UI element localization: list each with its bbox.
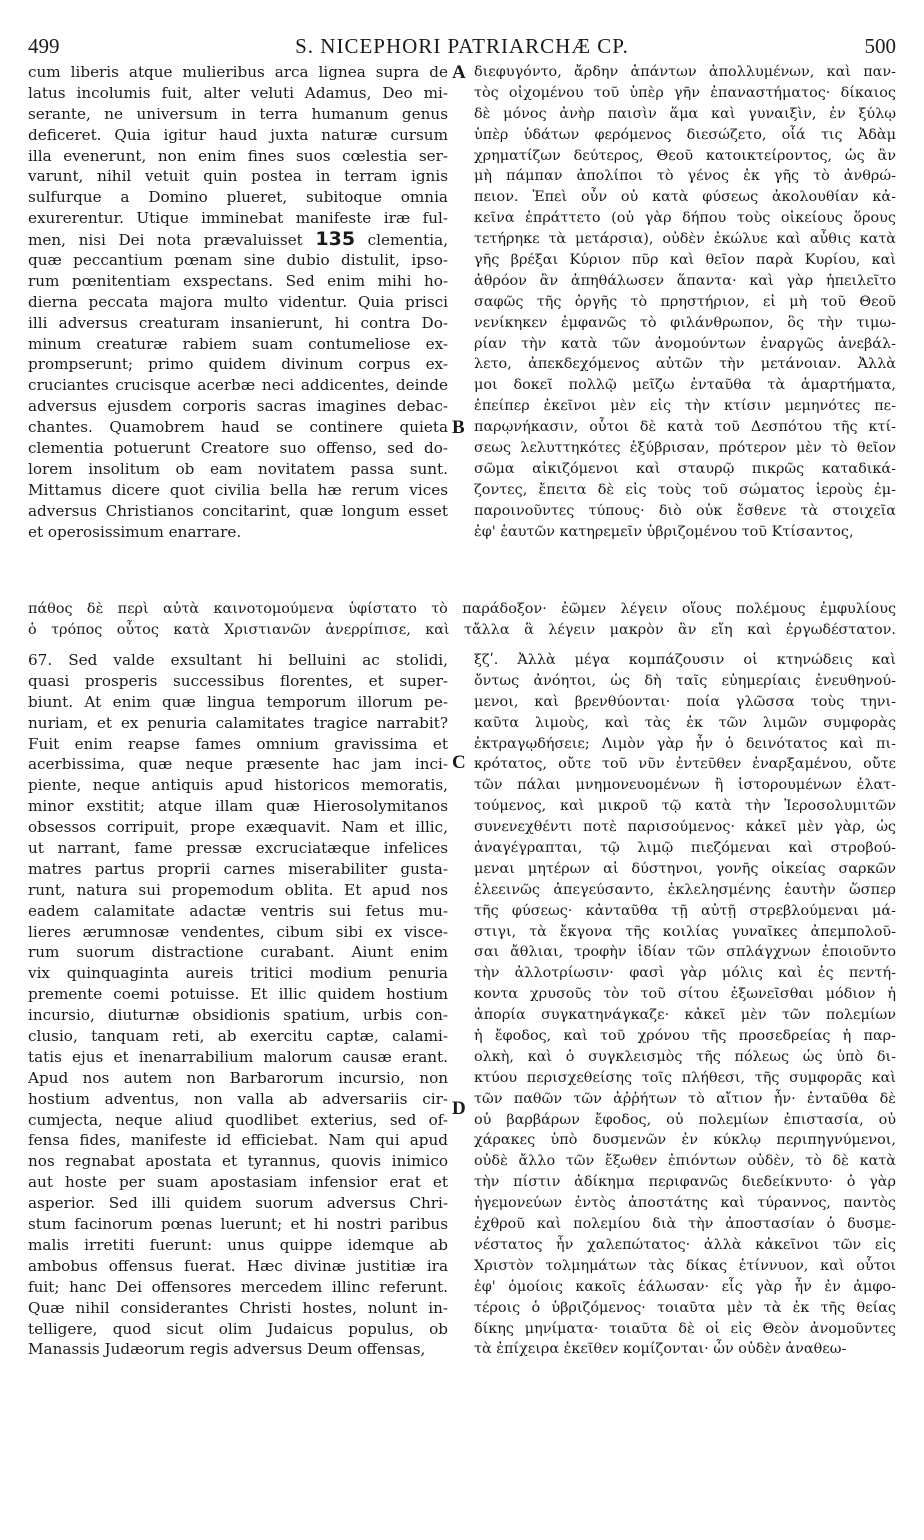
text-line: clusio, tanquam reti, ab exercitu captæ, calami- (28, 1027, 448, 1046)
text-line: τὰ ἐπίχειρα ἐκεῖθεν κομίζονται· ὧν οὐδὲν ἀναθεω- (474, 1341, 847, 1358)
text-line: πάθος δὲ περὶ αὐτὰ καινοτομούμενα ὑφίστατο τὸ παράδοξον· ἐῶμεν λέγειν οἵους πολέμους ἐμφυλίους (28, 601, 896, 617)
text-line: ἡγεμονεύων ἐντὸς ἀποστάτης καὶ τύραννος, παντὸς (474, 1195, 896, 1212)
page-number-right: 500 (864, 34, 896, 58)
text-line: piente, neque antiquis apud historicos memoratis, (28, 776, 448, 795)
greek-column-top (474, 62, 896, 542)
text-line: ἀπορία συγκατηνάγκαζε· κἀκεῖ μὲν τῶν πολεμίων (474, 1007, 896, 1024)
text-line: telligere, quod sicut olim Judaicus populus, ob (28, 1319, 448, 1338)
line-text: men, nisi Dei nota prævaluisset (28, 231, 303, 250)
text-line: ambobus offensus fuerat. Hæc divinæ justitiæ ira (28, 1256, 448, 1275)
text-line: σαφῶς τῆς ὀργῆς τὸ πρηστήριον, εἰ μὴ τοῦ Θεοῦ (474, 293, 896, 310)
text-line: τὴν ἀλλοτρίωσιν· φασὶ γὰρ μόλις καὶ ἐς πεντή- (474, 965, 896, 982)
text-line: γῆς βρέξαι Κύριον πῦρ καὶ θεῖον παρὰ Κυρίου, καὶ (474, 252, 896, 269)
text-line: prompserunt; primo quidem divinum corpus ex- (28, 355, 448, 374)
text-line: πειον. Ἐπεὶ οὖν οὐ κατὰ φύσεως ἀκολουθίαν κἀ- (474, 189, 896, 206)
greek-column-bottom (474, 650, 896, 1360)
text-line: Manassis Judæorum regis adversus Deum offensas, (28, 1340, 426, 1359)
text-line: σῶμα αἰκιζόμενοι καὶ σταυρῷ πικρῶς καταδικά- (474, 460, 896, 477)
text-line: lieres ærumnosæ vendentes, cibum sibi ex visce- (28, 922, 448, 941)
text-line: δίκης μηνίματα· τοιαῦτα δὲ οἱ εἰς Θεὸν ἀνομοῦντες (474, 1320, 896, 1337)
text-line: obsessos corripuit, prope exæquavit. Nam et illic, (28, 818, 448, 837)
text-line: ξζʹ. Ἀλλὰ μέγα κομπάζουσιν οἱ κτηνώδεις καὶ (474, 652, 896, 668)
text-line: καῦτα λιμοὺς, καὶ τὰς ἐκ τῶν λιμῶν συμφορὰς (474, 714, 896, 731)
running-header (28, 34, 896, 60)
text-line: τούμενος, καὶ μικροῦ τῷ κατὰ τὴν Ἱεροσολυμιτῶν (474, 798, 896, 815)
text-line: Fuit enim reapse fames omnium gravissima et (28, 734, 448, 753)
text-line: nuriam, et ex penuria calamitates tragice narrabit? (28, 713, 448, 732)
text-line: στιγι, τὰ ἔκγονα τῆς κοιλίας γυναῖκες ἀπεμπολοῦ- (474, 923, 896, 940)
text-line: ὑπὲρ ὑδάτων φερόμενος διεσώζετο, οἷά τις Ἀδὰμ (474, 126, 896, 143)
line-text-tail: clementia, (367, 231, 448, 250)
text-line: ut narrant, fame pressæ excruciatæque infelices (28, 839, 448, 858)
text-line: οὐδὲ ἄλλο τῶν ἔξωθεν ἐπιόντων οὐδὲν, τὸ δὲ κατὰ (474, 1153, 896, 1170)
text-line: hostium adventus, non valla ab adversariis cir- (28, 1089, 448, 1108)
text-line: Χριστὸν τολμημάτων τὰς δίκας ἐτίννυον, καὶ οὗτοι (474, 1257, 896, 1274)
text-line: διεφυγόντο, ἄρδην ἁπάντων ἀπολλυμένων, καὶ παν- (474, 64, 896, 80)
text-line: τὴν πίστιν ἀδίκημα περιφανῶς διεδείκνυτο· ὁ γὰρ (474, 1174, 896, 1191)
text-line: νενίκηκεν ἐμφανῶς τὸ φιλάνθρωπον, ὃς τὴν τιμω- (474, 314, 896, 331)
text-line: ὄντως ἀνόητοι, ὡς δὴ ταῖς εὐημερίαις ἐνευθηνού- (474, 672, 896, 689)
full-width-greek-lines (28, 599, 896, 641)
latin-column-bottom (28, 650, 448, 1360)
text-line: et operosissimum enarrare. (28, 522, 242, 541)
latin-column-top (28, 62, 448, 542)
text-line: runt, natura sui propemodum oblita. Et apud nos (28, 880, 448, 899)
text-line: ὁ τρόπος οὗτος κατὰ Χριστιανῶν ἀνερρίπισε, καὶ τἄλλα ἃ λέγειν μακρὸν ἂν εἴη καὶ ἐργωδέστατον. (28, 621, 896, 638)
text-line: acerbissima, quæ neque præsente hac jam inci- (28, 755, 448, 774)
text-line: fuit; hanc Dei offensores mercedem illinc referunt. (28, 1277, 448, 1296)
text-line: malis irretiti fuerunt: unus quippe idemque ab (28, 1235, 448, 1254)
text-line: 67. Sed valde exsultant hi belluini ac stolidi, (28, 651, 448, 669)
text-line: ἐπείπερ ἐκεῖνοι μὲν εἰς τὴν κτίσιν μεμηνότες πε- (474, 398, 896, 415)
text-line: κεῖνα ἐπράττετο (οὐ γὰρ δήπου τοὺς οἰκείους ὅρους (474, 210, 896, 227)
text-line: rum suorum distractione curabant. Aiunt enim (28, 943, 448, 962)
text-line: κρότατος, οὔτε τοῦ νῦν ἐντεῦθεν ἐναρξαμένου, οὔτε (474, 756, 896, 773)
running-title: S. NICEPHORI PATRIARCHÆ CP. (295, 34, 629, 58)
text-line: aut hoste per suam apostasiam infensior erat et (28, 1173, 448, 1192)
text-line: serante, ne universum in terra humanum genus (28, 104, 448, 123)
margin-marker-c: C (452, 752, 466, 773)
text-line: chantes. Quamobrem haud se continere quieta (28, 418, 448, 437)
text-line: deficeret. Quia igitur haud juxta naturæ cursum (28, 125, 448, 144)
text-line: Mittamus dicere quot civilia bella hæ rerum vices (28, 480, 448, 499)
text-line: λετο, ἀπεκδεχόμενος αὐτῶν τὴν μετάνοιαν. Ἀλλὰ (474, 356, 896, 373)
text-line: τῶν παθῶν τῶν ἀῤῥήτων τὸ αἴτιον ἦν· ἐνταῦθα δὲ (474, 1090, 896, 1107)
page-number-left: 499 (28, 34, 60, 58)
text-line: κτύου περισχεθείσης τοῖς πλήθεσι, τῆς συμφορᾶς καὶ (474, 1069, 896, 1086)
text-line: χρηματίζων δεύτερος, Θεοῦ κατοικτείροντος, ὡς ἂν (474, 147, 896, 164)
text-line: παροινοῦντες τύπους· διὸ οὐκ ἔσθενε τὰ στοιχεῖα (474, 502, 896, 519)
text-line: quasi prosperis successibus florentes, et super- (28, 671, 448, 690)
text-line: ἐφ' ὁμοίοις κακοῖς ἑάλωσαν· εἷς γὰρ ἦν ἐν ἀμφο- (474, 1278, 896, 1295)
text-line: asperior. Sed illi quidem suorum adversus Chri- (28, 1194, 448, 1213)
text-line: biunt. At enim quæ lingua temporum illorum pe- (28, 692, 448, 711)
text-line: Apud nos autem non Barbarorum incursio, non (28, 1068, 448, 1087)
text-line: fensa fides, manifeste id efficiebat. Nam qui apud (28, 1131, 448, 1150)
text-line: rum pœnitentiam exspectans. Sed enim mihi ho- (28, 271, 448, 290)
text-line: σαι ἄθλιαι, τροφὴν ἰδίαν τῶν σπλάγχνων ἐποιοῦντο (474, 944, 896, 961)
text-line: eadem calamitate adactæ ventris sui fetus mu- (28, 901, 448, 920)
text-line: minum creaturæ rabiem suam contumeliose ex- (28, 334, 448, 353)
text-line: οὐ βαρβάρων ἔφοδος, οὐ πολεμίων ἐπιστασία, οὐ (474, 1111, 896, 1128)
text-line: latus incolumis fuit, alter veluti Adamus, Deo mi- (28, 83, 448, 102)
text-line: μενοι, καὶ βρενθύονται· ποία γλῶσσα τοὺς τηνι- (474, 693, 896, 710)
text-line: quæ peccantium pœnam sine dubio distulit, ipso- (28, 251, 448, 270)
text-line: ἡ ἔφοδος, καὶ τοῦ χρόνου τῆς προσεδρείας ἡ παρ- (474, 1028, 896, 1045)
margin-marker-b: B (452, 417, 465, 438)
text-line: συνενεχθέντι ποτὲ παρισούμενος· κἀκεῖ μὲν γὰρ, ὡς (474, 819, 896, 836)
text-line: cruciantes crucisque acerbæ neci addicentes, deinde (28, 376, 448, 395)
text-line: premente coemi potuisse. Et illic quidem hostium (28, 985, 448, 1004)
text-line: adversus ejusdem corporis sacras imagines debac- (28, 397, 448, 416)
text-line: τέροις ὁ ὑβριζόμενος· τοιαῦτα μὲν τὰ ἐκ τῆς θείας (474, 1299, 896, 1316)
text-line: δὲ μόνος ἀνὴρ παισὶν ἅμα καὶ γυναιξὶν, ἐν ξύλῳ (474, 105, 896, 122)
text-line: σεως λελυττηκότες ἐξύβρισαν, πρότερον μὲν τὸ θεῖον (474, 440, 896, 457)
text-line: ἀναγέγραπται, τῷ λιμῷ πιεζόμεναι καὶ στροβού- (474, 840, 896, 857)
text-line: μοι δοκεῖ πολλῷ μεῖζω ἐνταῦθα τὰ ἁμαρτήματα, (474, 377, 896, 394)
text-line: ἐκτραγῳδήσειε; Λιμὸν γὰρ ἦν ὁ δεινότατος καὶ πι- (474, 735, 896, 752)
text-line: minor exstitit; atque illam quæ Hierosolymitanos (28, 797, 448, 816)
text-line: ολκὴ, καὶ ὁ συγκλεισμὸς τῆς πόλεως ὡς ὑπὸ δι- (474, 1048, 896, 1065)
text-line: tatis ejus et inenarrabilium malorum causæ erant. (28, 1047, 448, 1066)
text-line: illi adversus creaturam insanierunt, hi contra Do- (28, 313, 448, 332)
text-line: Quæ nihil considerantes Christi hostes, nolunt in- (28, 1298, 448, 1317)
text-line: μεναι μητέρων αἱ δύστηνοι, γονῆς οἰκείας σαρκῶν (474, 860, 896, 877)
text-line: ρίαν τὴν κατὰ τῶν ἀνομούντων ἐναργῶς ἀνεβάλ- (474, 335, 896, 352)
text-line: lorem insolitum ob eam novitatem passa sunt. (28, 459, 448, 478)
text-line: incursio, diuturnæ obsidionis spatium, urbis con- (28, 1006, 448, 1025)
text-line: cumjecta, neque aliud quodlibet exterius, sed of- (28, 1110, 448, 1129)
text-line: ἐφ' ἑαυτῶν κατηρεμεῖν ὑβριζομένου τοῦ Κτίσαντος, (474, 523, 854, 540)
text-line: ζοντες, ἔπειτα δὲ εἰς τοὺς τοῦ σώματος ἱεροὺς ἐμ- (474, 481, 896, 498)
text-line: ἐλεεινῶς ἀπεγεύσαντο, ἐκλελησμένης ἑαυτὴν ὥσπερ (474, 881, 896, 898)
margin-page-number: 135 (315, 229, 356, 251)
text-line: matres partus proprii carnes miserabiliter gusta- (28, 859, 448, 878)
text-line: ἀθρόον ἂν ἀπηθάλωσεν ἅπαντα· καὶ γὰρ ἠπειλεῖτο (474, 272, 896, 289)
text-line: τετήρηκε τὰ μετάρσια), οὐδὲν ἐκώλυε καὶ αὖθις κατὰ (474, 231, 896, 248)
text-line: clementia potuerunt Creatore suo offenso, sed do- (28, 439, 448, 458)
text-line: exurerentur. Utique imminebat manifeste iræ ful- (28, 209, 448, 228)
text-line: vix quinquaginta aureis tritici modium penuria (28, 964, 448, 983)
text-line: adversus Christianos concitarint, quæ longum esset (28, 501, 448, 520)
margin-marker-a: A (452, 62, 466, 83)
text-line: cum liberis atque mulieribus arca lignea supra de (28, 63, 448, 81)
text-line: dierna peccata majora multo videntur. Quia prisci (28, 292, 448, 311)
text-line: τῶν πάλαι μνημονευομένων ἢ ἱστορουμένων ἐλατ- (474, 777, 896, 794)
text-line: τῆς φύσεως· κἀνταῦθα τῇ αὐτῇ στρεβλούμεναι μά- (474, 902, 896, 919)
text-line: ἐχθροῦ καὶ πολεμίου διὰ τὴν ἀποστασίαν ὁ δυσμε- (474, 1216, 896, 1233)
text-line: stum facinorum pœnas luerunt; et hi nostri paribus (28, 1215, 448, 1234)
text-line: nos regnabat apostata et tyrannus, quovis inimico (28, 1152, 448, 1171)
margin-marker-d: D (452, 1098, 466, 1119)
text-line: sulfurque a Domino plueret, subitoque omnia (28, 188, 448, 207)
text-line: varunt, nihil vetuit quin postea in terram ignis (28, 167, 448, 186)
text-line: μὴ πάμπαν ἀπολίποι τὸ γένος ἐκ γῆς τὸ ἀνθρώ- (474, 168, 896, 185)
text-line: παρῳνήκασιν, οὗτοι δὲ κατὰ τοῦ Δεσπότου τῆς κτί- (474, 419, 896, 436)
text-line: κοντα χρυσοῦς τὸν τοῦ σίτου ἐξωνεῖσθαι μόδιον ἡ (474, 986, 896, 1003)
text-line: τὸς οἰχομένου τοῦ ὑπὲρ γῆν ἐπαναστήματος· δίκαιος (474, 84, 896, 101)
text-line: illa evenerunt, non enim fines suos cœlestia ser- (28, 146, 448, 165)
text-line: νέστατος ἦν χαλεπώτατος· ἀλλὰ κἀκεῖνοι τῶν εἰς (474, 1236, 896, 1253)
text-line: χάρακες ὑπὸ δυσμενῶν ἐν κύκλῳ περιπηγνύμενοι, (474, 1132, 896, 1149)
text-line (28, 229, 448, 250)
